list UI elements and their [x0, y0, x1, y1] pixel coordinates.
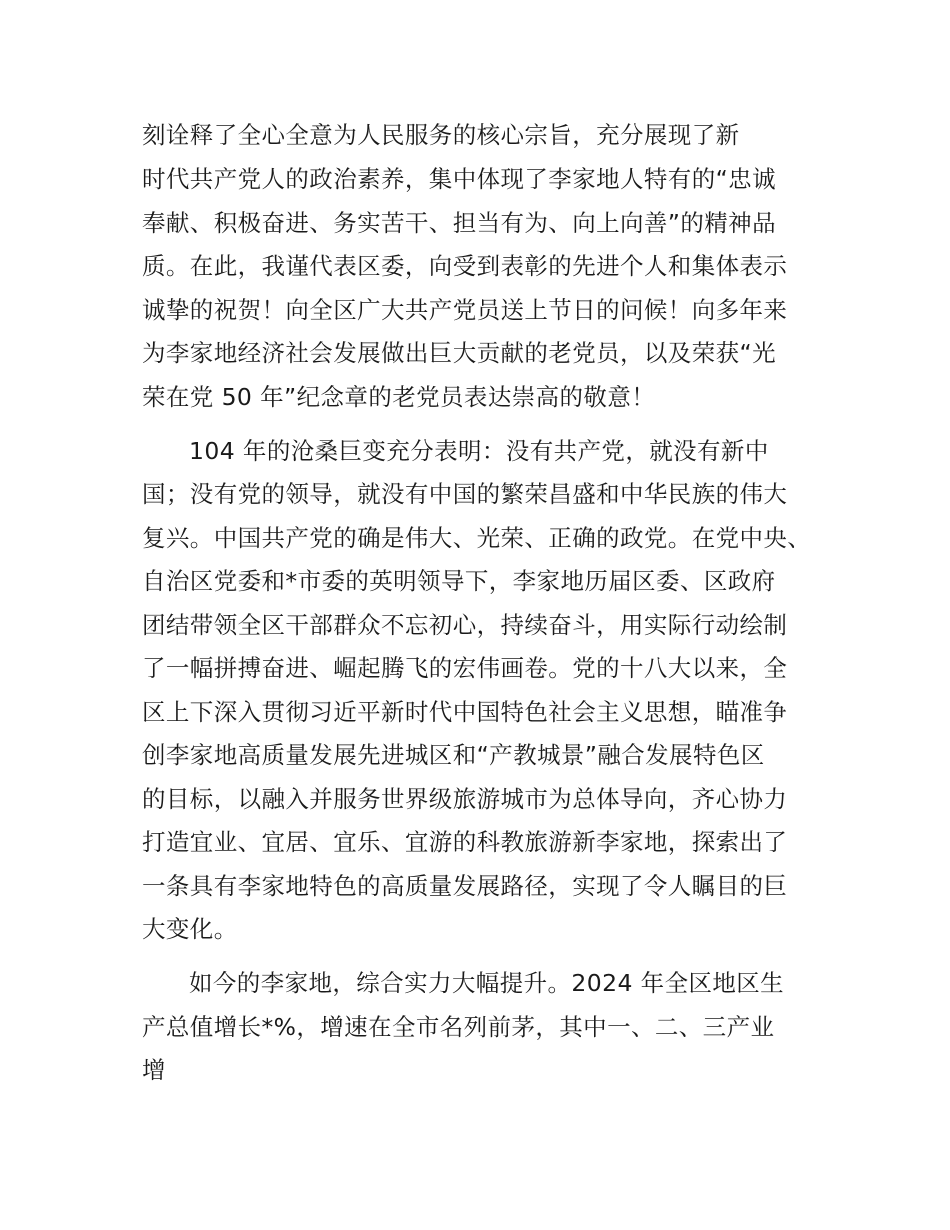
text-line: 时代共产党人的政治素养，集中体现了李家地人特有的“忠诚 [142, 165, 776, 193]
text-line: 如今的李家地，综合实力大幅提升。2024 年全区地区生 [189, 969, 785, 997]
text-line: 质。在此，我谨代表区委，向受到表彰的先进个人和集体表示 [142, 252, 788, 280]
text-line: 区上下深入贯彻习近平新时代中国特色社会主义思想，瞄准争 [142, 698, 788, 726]
text-line: 打造宜业、宜居、宜乐、宜游的科教旅游新李家地，探索出了 [142, 828, 788, 856]
text-line: 创李家地高质量发展先进城区和“产教城景”融合发展特色区 [142, 741, 765, 769]
text-line: 一条具有李家地特色的高质量发展路径，实现了令人瞩目的巨 [142, 872, 788, 900]
text-line: 的目标，以融入并服务世界级旅游城市为总体导向，齐心协力 [142, 785, 788, 813]
text-line: 诚挚的祝贺！向全区广大共产党员送上节日的问候！向多年来 [142, 296, 788, 324]
text-line: 大变化。 [142, 915, 238, 943]
text-line: 增 [142, 1056, 166, 1084]
text-line: 为李家地经济社会发展做出巨大贡献的老党员，以及荣获“光 [142, 339, 776, 367]
text-line: 产总值增长*%，增速在全市名列前茅，其中一、二、三产业 [142, 1013, 775, 1041]
text-line: 国；没有党的领导，就没有中国的繁荣昌盛和中华民族的伟大 [142, 480, 788, 508]
text-line: 复兴。中国共产党的确是伟大、光荣、正确的政党。在党中央、 [142, 524, 812, 552]
text-line: 刻诠释了全心全意为人民服务的核心宗旨，充分展现了新 [142, 121, 740, 149]
text-line: 自治区党委和*市委的英明领导下，李家地历届区委、区政府 [142, 567, 776, 595]
text-line: 了一幅拼搏奋进、崛起腾飞的宏伟画卷。党的十八大以来，全 [142, 654, 788, 682]
text-line: 荣在党 50 年”纪念章的老党员表达崇高的敬意！ [142, 383, 656, 411]
text-line: 104 年的沧桑巨变充分表明：没有共产党，就没有新中 [189, 437, 769, 465]
text-line: 奉献、积极奋进、务实苦干、担当有为、向上向善”的精神品 [142, 209, 776, 237]
text-line: 团结带领全区干部群众不忘初心，持续奋斗，用实际行动绘制 [142, 611, 788, 639]
